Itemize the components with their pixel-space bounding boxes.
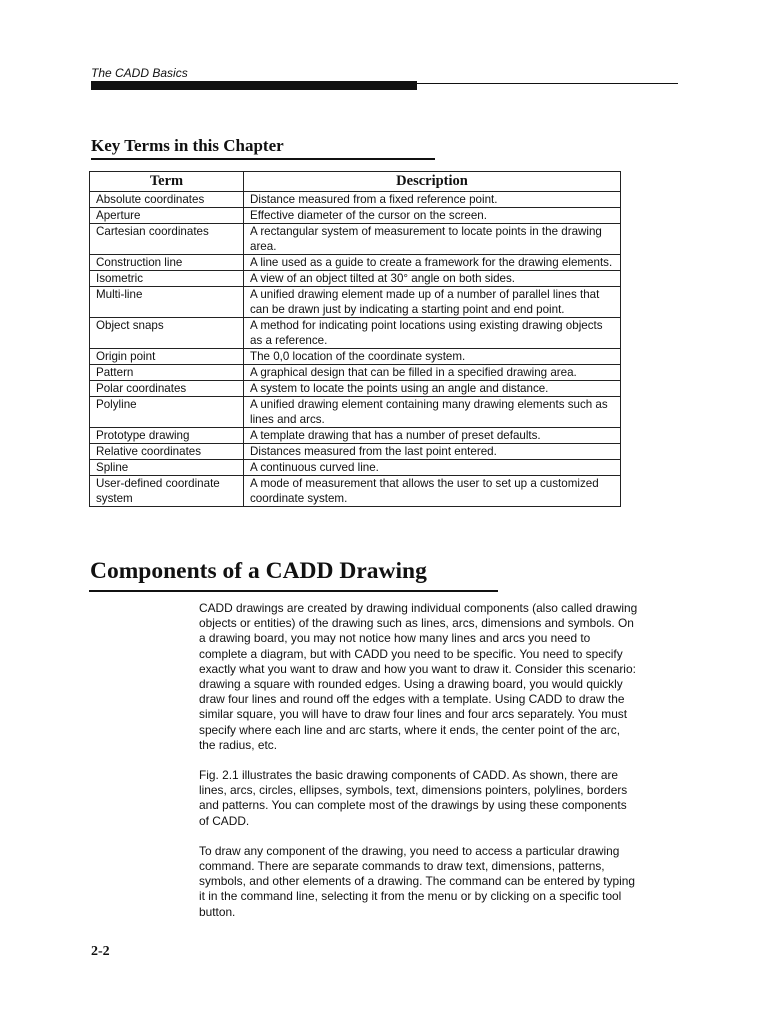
description-cell: A unified drawing element containing many drawing elements such as lines and arcs. bbox=[244, 397, 621, 428]
description-cell: A system to locate the points using an angle and distance. bbox=[244, 381, 621, 397]
table-row bbox=[90, 208, 621, 224]
table-row bbox=[90, 271, 621, 287]
term-cell: Aperture bbox=[90, 208, 244, 224]
table-row bbox=[90, 224, 621, 255]
term-cell: Isometric bbox=[90, 271, 244, 287]
table-row bbox=[90, 365, 621, 381]
term-cell: Origin point bbox=[90, 349, 244, 365]
components-title-rule bbox=[89, 590, 498, 592]
body-paragraph-1: CADD drawings are created by drawing individual components (also called drawing objects or entities) of the drawing such as lines, arcs, dimensions and symbols. On a drawing board, you may not notice how many lines and arcs you need to complete a diagram, but with CADD you need to be specific. You need to specify exactly what you want to draw and how you want to draw it. Consider this scenario: drawing a square with rounded edges. Using a drawing board, you would quickly draw four lines and round off the edges with a template. Using CADD to draw the similar square, you will have to draw four lines and four arcs separately. You must specify where each line and arc starts, where it ends, the center point of the arc, the radius, etc. bbox=[199, 601, 638, 752]
term-cell: Relative coordinates bbox=[90, 444, 244, 460]
components-section-title: Components of a CADD Drawing bbox=[90, 558, 427, 584]
term-cell: Polar coordinates bbox=[90, 381, 244, 397]
table-row bbox=[90, 318, 621, 349]
table-row bbox=[90, 349, 621, 365]
body-paragraph-2: Fig. 2.1 illustrates the basic drawing components of CADD. As shown, there are lines, arcs, circles, ellipses, symbols, text, dimensions pointers, polylines, borders and patterns. You can complete most of the drawings by using these components of CADD. bbox=[199, 768, 628, 828]
term-cell: Cartesian coordinates bbox=[90, 224, 244, 255]
term-cell: User-defined coordinate system bbox=[90, 476, 244, 507]
table-row bbox=[90, 460, 621, 476]
header-rule-thick bbox=[91, 81, 417, 90]
running-title: The CADD Basics bbox=[91, 66, 188, 80]
table-row bbox=[90, 397, 621, 428]
column-header-description: Description bbox=[244, 172, 621, 192]
term-cell: Pattern bbox=[90, 365, 244, 381]
key-terms-table bbox=[89, 171, 621, 507]
term-cell: Construction line bbox=[90, 255, 244, 271]
description-cell: A rectangular system of measurement to locate points in the drawing area. bbox=[244, 224, 621, 255]
components-body bbox=[199, 601, 639, 935]
description-cell: A mode of measurement that allows the user to set up a customized coordinate system. bbox=[244, 476, 621, 507]
table-row bbox=[90, 381, 621, 397]
table-row bbox=[90, 444, 621, 460]
table-row bbox=[90, 192, 621, 208]
description-cell: Distances measured from the last point entered. bbox=[244, 444, 621, 460]
description-cell: Effective diameter of the cursor on the screen. bbox=[244, 208, 621, 224]
table-row bbox=[90, 255, 621, 271]
description-cell: A unified drawing element made up of a number of parallel lines that can be drawn just by indicating a starting point and end point. bbox=[244, 287, 621, 318]
description-cell: A continuous curved line. bbox=[244, 460, 621, 476]
page-number: 2-2 bbox=[91, 944, 110, 959]
table-row bbox=[90, 476, 621, 507]
term-cell: Multi-line bbox=[90, 287, 244, 318]
description-cell: A view of an object tilted at 30° angle on both sides. bbox=[244, 271, 621, 287]
description-cell: Distance measured from a fixed reference point. bbox=[244, 192, 621, 208]
body-paragraph-3: To draw any component of the drawing, you need to access a particular drawing command. There are separate commands to draw text, dimensions, patterns, symbols, and other elements of a drawing. The command can be entered by typing it in the command line, selecting it from the menu or by clicking on a specific tool button. bbox=[199, 843, 636, 919]
term-cell: Absolute coordinates bbox=[90, 192, 244, 208]
key-terms-heading: Key Terms in this Chapter bbox=[91, 136, 284, 155]
column-header-term: Term bbox=[90, 172, 244, 192]
table-row bbox=[90, 428, 621, 444]
key-terms-heading-rule bbox=[91, 158, 435, 160]
term-cell: Polyline bbox=[90, 397, 244, 428]
description-cell: A line used as a guide to create a framework for the drawing elements. bbox=[244, 255, 621, 271]
term-cell: Prototype drawing bbox=[90, 428, 244, 444]
term-cell: Spline bbox=[90, 460, 244, 476]
description-cell: The 0,0 location of the coordinate system. bbox=[244, 349, 621, 365]
description-cell: A template drawing that has a number of preset defaults. bbox=[244, 428, 621, 444]
table-header-row bbox=[90, 172, 621, 192]
table-row bbox=[90, 287, 621, 318]
description-cell: A graphical design that can be filled in a specified drawing area. bbox=[244, 365, 621, 381]
term-cell: Object snaps bbox=[90, 318, 244, 349]
description-cell: A method for indicating point locations using existing drawing objects as a reference. bbox=[244, 318, 621, 349]
